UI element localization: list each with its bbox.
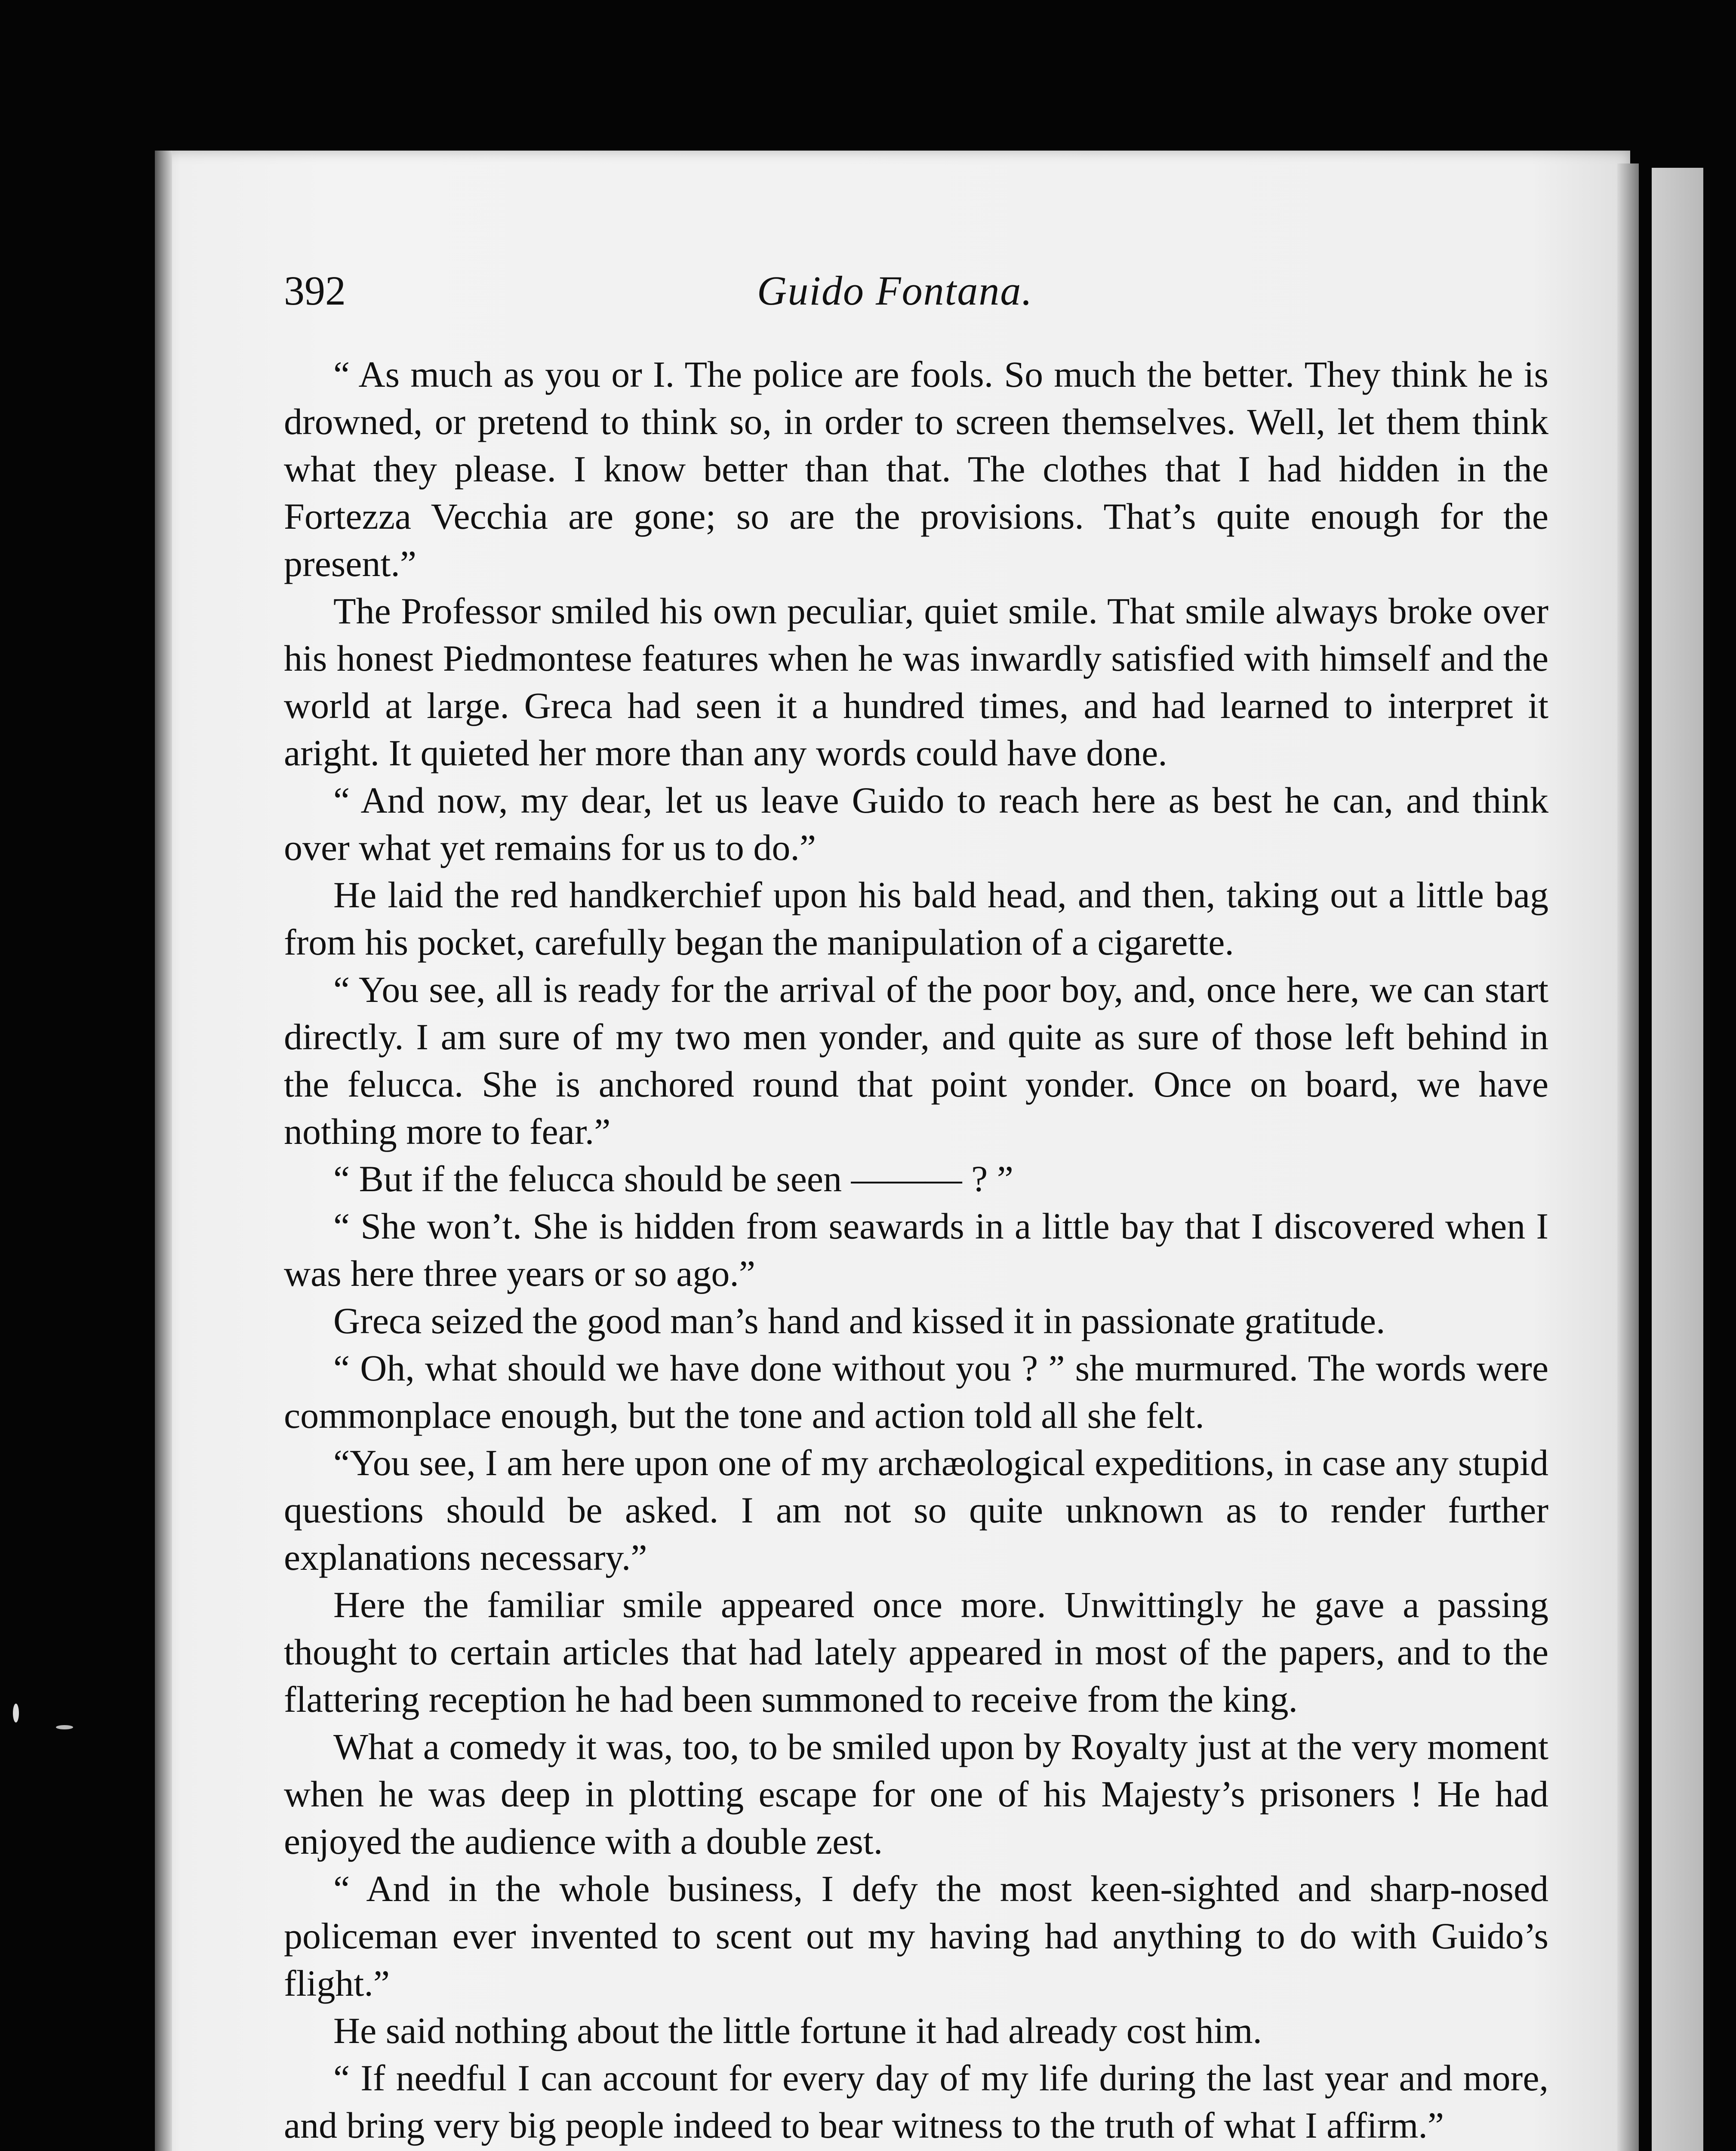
paragraph: “You see, I am here upon one of my archæological expeditions, in case any stupid questions should be asked. I am not so quite unknown as to render further explanations necessary.”	[284, 1442, 1548, 1578]
paragraph: “ You see, all is ready for the arrival of the poor boy, and, once here, we can start directly. I am sure of my two men yonder, and quite as sure of those left behind in the felucca. She is anchored round that point yonder. Once on board, we have nothing more to fear.”	[284, 969, 1548, 1152]
paragraph: “ And in the whole business, I defy the most keen-sighted and sharp-nosed policeman ever invented to scent out my having had anything to do with Guido’s flight.”	[284, 1868, 1548, 2004]
paragraph: What a comedy it was, too, to be smiled upon by Royalty just at the very moment when he was deep in plotting escape for one of his Majesty’s prisoners ! He had enjoyed the audience with a double zest.	[284, 1726, 1548, 1862]
paragraph: Here the familiar smile appeared once more. Unwittingly he gave a passing thought to certain articles that had lately appeared in most of the papers, and to the flattering reception he had been summoned to receive from the king.	[284, 1584, 1548, 1720]
paragraph: “ Oh, what should we have done without you ? ” she murmured. The words were commonplace enough, but the tone and action told all she felt.	[284, 1347, 1548, 1436]
scan-speck	[13, 1704, 19, 1723]
paragraph: He laid the red handkerchief upon his bald head, and then, taking out a little bag from his pocket, carefully began the manipulation of a cigarette.	[284, 874, 1548, 963]
body-text	[284, 351, 1548, 2149]
page-header	[284, 258, 1531, 327]
page-right-edge	[1617, 163, 1639, 2151]
paragraph: The Professor smiled his own peculiar, quiet smile. That smile always broke over his honest Piedmontese features when he was inwardly satisfied with himself and the world at large. Greca had seen it a hundred times, and had learned to interpret it aright. It quieted her more than any words could have done.	[284, 590, 1548, 773]
next-page-edge	[1652, 168, 1703, 2151]
paragraph: “ But if the felucca should be seen ——— ? ”	[333, 1158, 1013, 1199]
scan-speck	[56, 1725, 73, 1729]
paragraph: He said nothing about the little fortune it had already cost him.	[333, 2010, 1262, 2051]
page-number: 392	[284, 268, 346, 314]
paragraph: “ She won’t. She is hidden from seawards in a little bay that I discovered when I was here three years or so ago.”	[284, 1205, 1548, 1294]
page-binding-edge	[155, 151, 172, 2151]
running-title: Guido Fontana.	[757, 268, 1033, 314]
paragraph: “ If needful I can account for every day of my life during the last year and more, and bring very big people indeed to bear witness to the truth of what I affirm.”	[284, 2057, 1548, 2146]
paragraph: “ And now, my dear, let us leave Guido to reach here as best he can, and think over what yet remains for us to do.”	[284, 780, 1548, 868]
paragraph: “ As much as you or I. The police are fools. So much the better. They think he is drowned, or pretend to think so, in order to screen themselves. Well, let them think what they please. I know better than that. The clothes that I had hidden in the Fortezza Vecchia are gone; so are the provisions. That’s quite enough for the present.”	[284, 354, 1548, 584]
paragraph: Greca seized the good man’s hand and kissed it in passionate gratitude.	[333, 1300, 1385, 1341]
